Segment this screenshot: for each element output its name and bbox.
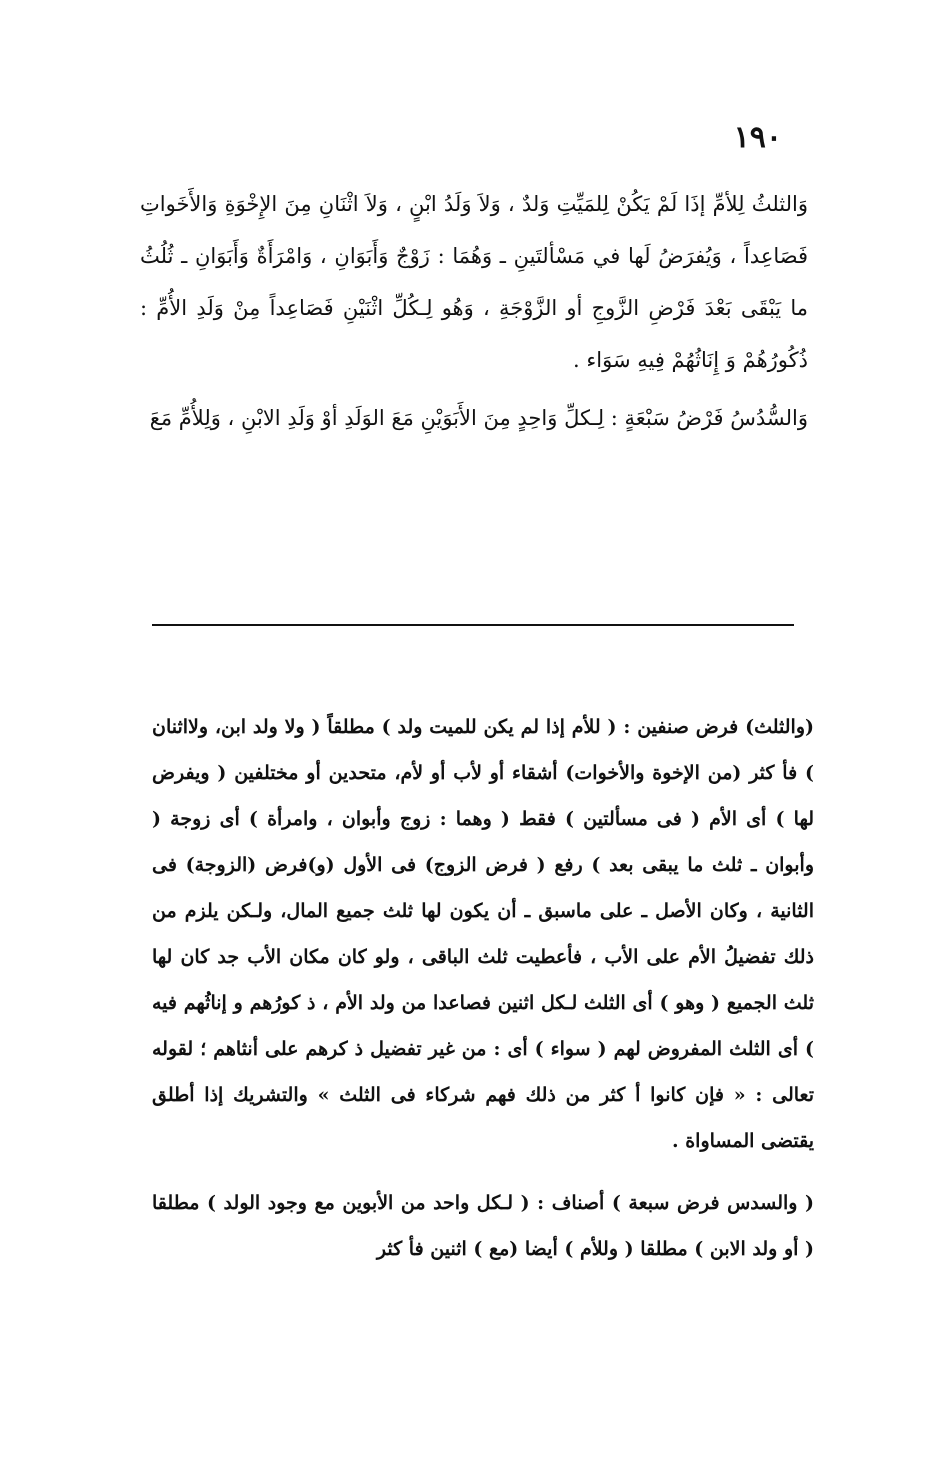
- matn-text-block: [140, 178, 808, 444]
- sharh-paragraph-sudus: ( والسدس فرض سبعة ) أصناف : ( لـكل واحد من الأبوين مع وجود الولد ) مطلقا ( أو ولد الابن ) مطلقا ( وللأم ) أيضا (مع ) اثنين فأ كثر: [152, 1192, 814, 1260]
- matn-paragraph-thuluth: وَالثلثُ لِلأمِّ إذَا لَمْ يَكُنْ لِلمَيِّتِ وَلدٌ ، وَلاَ وَلَدُ ابْنٍ ، وَلاَ اثْنَانِ مِنَ الإِخْوَةِ وَالأَخَواتِ فَصَاعِداً ، وَيُفرَضُ لَها في مَسْألتَينِ ـ وَهُمَا : زَوْجٌ وَأَبَوَانِ ، وَامْرَأَةٌ وَأَبَوَانِ ـ ثُلُثُ ما يَبْقَى بَعْدَ فَرْضِ الزَّوجِ أو الزَّوْجَةِ ، وَهُو لِـكُلِّ اثْنَيْنِ فَصَاعِداً مِنْ وَلَدِ الأُمِّ : ذُكُورُهُمْ وَ إِنَاثُهُمْ فِيهِ سَوَاء .: [140, 192, 808, 372]
- sharh-text-block: [152, 704, 814, 1272]
- page-number: ١٩٠: [733, 120, 782, 155]
- footnote-divider: [152, 624, 794, 626]
- matn-paragraph-sudus: وَالسُّدُسُ فَرْضُ سَبْعَةٍ : لِـكلِّ وَاحِدٍ مِنَ الأَبَوَيْنِ مَعَ الوَلَدِ أوْ وَلَدِ الابْنِ ، وَلِلأُمِّ مَعَ: [149, 406, 808, 430]
- sharh-paragraph-thuluth: (والثلث) فرض صنفين : ( للأم إذا لم يكن للميت ولد ) مطلقاً ( ولا ولد ابن، ولااثنان ) فأ كثر (من الإخوة والأخوات) أشقاء أو لأب أو لأم، متحدين أو مختلفين ( ويفرض لها ) أى الأم ( فى مسألتين ) فقط ( وهما : زوج وأبوان ، وامرأة ) أى زوجة ( وأبوان ـ ثلث ما يبقى بعد ) رفع ( فرض الزوج) فى الأول (و)فرض (الزوجة) فى الثانية ، وكان الأصل ـ على ماسبق ـ أن يكون لها ثلث جميع المال، ولـكن يلزم من ذلك تفضيلُ الأم على الأب ، فأعطيت ثلث الباقى ، ولو كان مكان الأب جد كان لها ثلث الجميع ( وهو ) أى الثلث لـكل اثنين فصاعدا من ولد الأم ، ذ كورُهم و إناثُهم فيه ) أى الثلث المفروض لهم ( سواء ) أى : من غير تفضيل ذ كرهم على أنثاهم ؛ لقوله تعالى : « فإن كانوا أ كثر من ذلك فهم شركاء فى الثلث » والتشريك إذا أطلق يقتضى المساواة .: [152, 716, 814, 1152]
